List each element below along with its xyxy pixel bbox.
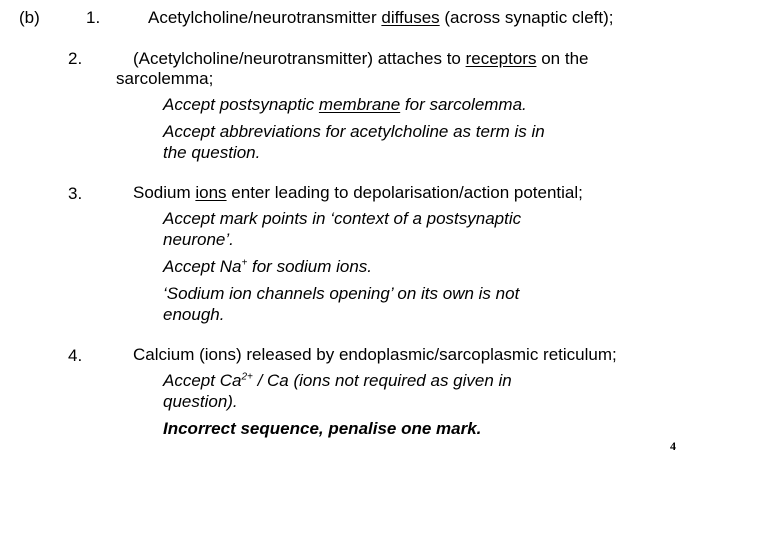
item-2-note-1-post: for sarcolemma. — [400, 95, 527, 114]
total-marks: 4 — [670, 439, 676, 453]
item-1-text-pre: Acetylcholine/neurotransmitter — [148, 8, 382, 27]
item-4-note-1-sup: 2+ — [241, 371, 253, 383]
item-2-text-line2: sarcolemma; — [116, 69, 214, 88]
item-2-note-1-pre: Accept postsynaptic — [163, 95, 319, 114]
item-2-text-post: on the — [536, 49, 589, 68]
item-1-text-post: (across synaptic cleft); — [439, 8, 614, 27]
item-4-text: Calcium (ions) released by endoplasmic/sarcoplasmic reticulum; — [133, 345, 617, 364]
part-label: (b) — [19, 8, 40, 27]
item-3-keyword: ions — [195, 183, 227, 202]
item-3-note-2-post: for sodium ions. — [247, 257, 373, 276]
item-number-2: 2. — [68, 49, 83, 68]
item-3-note-3-line1: ‘Sodium ion channels opening’ on its own is not — [163, 284, 520, 303]
item-2-note-2-line2: the question. — [163, 143, 261, 162]
item-2-note-2-line1: Accept abbreviations for acetylcholine as term is in — [163, 122, 545, 141]
item-3-note-2 — [163, 257, 372, 277]
item-2-keyword: receptors — [465, 49, 537, 68]
item-4-note-1 — [163, 371, 512, 391]
item-3-note-3-line2: enough. — [163, 305, 225, 324]
item-number-3: 3. — [68, 184, 83, 203]
item-1-text — [148, 8, 614, 28]
item-4-note-1-line2: question). — [163, 392, 238, 411]
item-4-note-1-pre: Accept Ca — [163, 371, 242, 390]
item-4-note-2: Incorrect sequence, penalise one mark. — [163, 419, 482, 438]
item-3-note-2-pre: Accept Na — [163, 257, 242, 276]
item-4-note-1-post: / Ca (ions not required as given in — [252, 371, 512, 390]
item-3-note-1-line1: Accept mark points in ‘context of a postsynaptic — [163, 209, 522, 228]
item-number-4: 4. — [68, 346, 83, 365]
item-2-text — [133, 48, 588, 69]
item-3-text — [133, 183, 583, 203]
item-3-note-1-line2: neurone’. — [163, 230, 234, 249]
item-number-1: 1. — [86, 8, 101, 27]
item-1-keyword: diffuses — [381, 8, 440, 27]
item-3-text-post: enter leading to depolarisation/action potential; — [226, 183, 583, 202]
item-2-note-1-keyword: membrane — [318, 95, 401, 114]
item-2-note-1 — [163, 95, 527, 115]
item-2-text-pre: (Acetylcholine/neurotransmitter) attaches to — [133, 49, 466, 68]
item-3-note-2-sup: + — [241, 257, 248, 269]
item-3-text-pre: Sodium — [133, 183, 196, 202]
